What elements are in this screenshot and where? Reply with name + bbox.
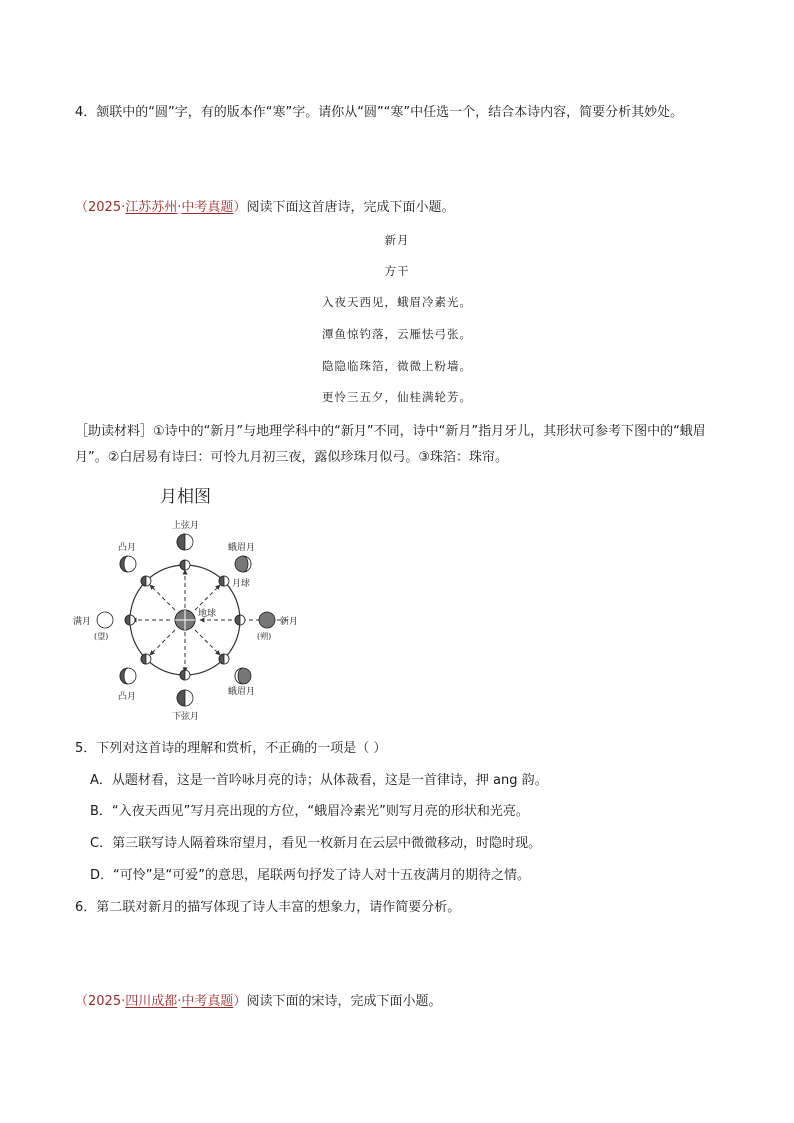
- new-moon-icon: [259, 612, 275, 628]
- earth-label: 地球: [198, 609, 217, 619]
- gibbous-top-icon: [120, 556, 136, 572]
- source-year: 2025: [88, 200, 122, 215]
- question-5-option-b: B．“入夜天西见”写月亮出现的方位，“蛾眉冷素光”则写月亮的形状和光亮。: [90, 804, 529, 819]
- source-dot: ·: [121, 200, 126, 215]
- source2-dot-2: ·: [177, 994, 182, 1009]
- gibbous-bottom-icon: [120, 668, 136, 684]
- poem-title: 新月: [384, 233, 410, 247]
- question-4: 4．颔联中的“圆”字，有的版本作“寒”字。请你从“圆”“寒”中任选一个，结合本诗内容，简要分析其妙处。: [75, 105, 684, 120]
- source2-region-link[interactable]: 四川成都: [125, 994, 178, 1009]
- crescent-top-label: 蛾眉月: [228, 543, 256, 553]
- orbit-moon-top-left: [141, 576, 151, 586]
- source2-type-link[interactable]: 中考真题: [181, 994, 234, 1009]
- source2-close: ）: [233, 994, 247, 1009]
- last-quarter-icon: [177, 690, 193, 706]
- last-quarter-label: 下弦月: [172, 712, 200, 722]
- diagram-title: 月相图: [160, 487, 211, 507]
- crescent-bottom-icon: [235, 668, 251, 684]
- orbit-moon-left: [125, 615, 135, 625]
- question-5-option-c: C．第三联写诗人隔着珠帘望月，看见一枚新月在云层中微微移动，时隐时现。: [90, 836, 542, 851]
- orbit-moon-top: [180, 560, 190, 570]
- source-close: ）: [233, 200, 247, 215]
- crescent-bottom-label: 蛾眉月: [228, 687, 256, 697]
- source-instruction: 阅读下面这首唐诗，完成下面小题。: [246, 200, 455, 215]
- new-moon-sub: (朔): [257, 632, 272, 641]
- poem-line-4: 更怜三五夕，仙桂满轮芳。: [322, 390, 472, 404]
- poem-line-2: 潭鱼惊钓落，云雁怯弓张。: [322, 327, 472, 341]
- reading-aid: ［助读材料］①诗中的“新月”与地理学科中的“新月”不同，诗中“新月”指月牙儿，其形状可参考下图中的“蛾眉月”。②白居易有诗曰：可怜九月初三夜，露似珍珠月似弓。③珠箔：珠帘。: [75, 424, 706, 465]
- moon-phase-diagram: [60, 480, 330, 730]
- orbit-moon-bottom-right: [219, 654, 229, 664]
- earth-icon: [175, 610, 195, 630]
- question-5-option-d: D．“可怜”是“可爱”的意思，尾联两句抒发了诗人对十五夜满月的期待之情。: [90, 868, 530, 883]
- source-line-1: [75, 199, 454, 217]
- first-quarter-icon: [177, 534, 193, 550]
- poem-author: 方干: [384, 264, 410, 278]
- gibbous-bottom-label: 凸月: [118, 692, 137, 702]
- source-line-2: [75, 993, 441, 1011]
- full-moon-sub: (望): [94, 632, 109, 641]
- question-5-option-a: A．从题材看，这是一首吟咏月亮的诗；从体裁看，这是一首律诗，押 ang 韵。: [90, 773, 548, 788]
- orbit-moon-bottom-left: [141, 654, 151, 664]
- gibbous-top-label: 凸月: [118, 543, 137, 553]
- source2-dot: ·: [121, 994, 126, 1009]
- full-moon-icon: [97, 612, 113, 628]
- orbit-moon-right: [235, 615, 245, 625]
- new-moon-label: 新月: [280, 617, 299, 627]
- source2-year: 2025: [88, 994, 122, 1009]
- source2-instruction: 阅读下面的宋诗，完成下面小题。: [246, 994, 442, 1009]
- moon-ball-label: 月球: [232, 579, 251, 589]
- orbit-moon-top-right: [219, 576, 229, 586]
- orbit-moon-bottom: [180, 670, 190, 680]
- poem-line-1: 入夜天西见，蛾眉冷素光。: [322, 295, 472, 309]
- question-6: 6．第二联对新月的描写体现了诗人丰富的想象力，请作简要分析。: [75, 900, 461, 915]
- source-region-link[interactable]: 江苏苏州: [125, 200, 178, 215]
- source-type-link[interactable]: 中考真题: [181, 200, 234, 215]
- poem-line-3: 隐隐临珠箔，微微上粉墙。: [322, 359, 472, 373]
- source2-open: （: [75, 994, 89, 1009]
- question-5-stem: 5．下列对这首诗的理解和赏析，不正确的一项是（ ）: [75, 741, 387, 756]
- source-dot-2: ·: [177, 200, 182, 215]
- full-moon-label: 满月: [73, 617, 92, 627]
- first-quarter-label: 上弦月: [172, 521, 200, 531]
- source-open: （: [75, 200, 89, 215]
- crescent-top-icon: [235, 556, 251, 572]
